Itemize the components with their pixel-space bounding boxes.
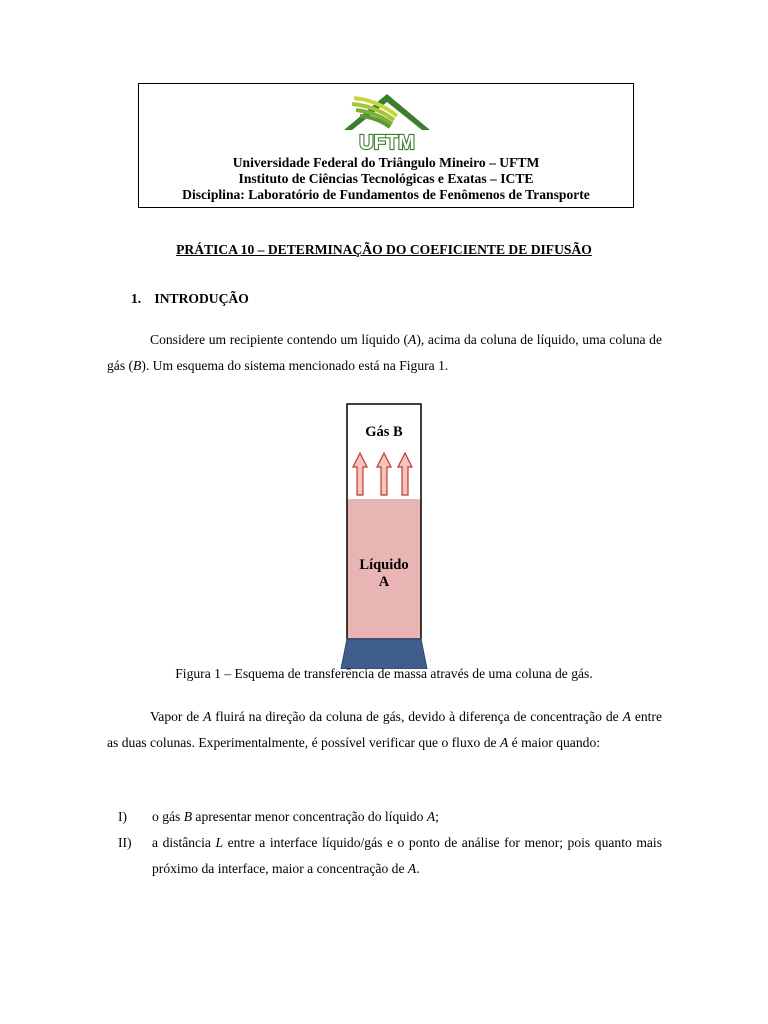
math-var: L <box>215 835 224 850</box>
logo-text: UFTM <box>359 132 415 152</box>
list-item <box>118 830 662 882</box>
text-run: fluirá na direção da coluna de gás, devido à diferença de concentração de <box>211 709 623 724</box>
uftm-logo <box>342 86 432 152</box>
intro-paragraph <box>107 327 662 379</box>
section-heading <box>131 291 249 307</box>
liquid-label: Líquido <box>359 557 409 573</box>
text-run: entre as duas colunas. Experimentalmente, é possível verificar que o fluxo de <box>107 709 662 750</box>
institute-name: Instituto de Ciências Tecnológicas e Exatas – ICTE <box>238 171 534 186</box>
math-var: A <box>203 709 212 724</box>
text-run: Vapor de <box>150 709 204 724</box>
conditions-list <box>118 804 662 882</box>
discipline-name: Disciplina: Laboratório de Fundamentos de Fenômenos de Transporte <box>182 187 590 202</box>
gas-label: Gás B <box>365 424 403 440</box>
column-base <box>341 639 427 669</box>
liquid-label-letter: A <box>378 574 390 590</box>
figure-caption: Figura 1 – Esquema de transferência de massa através de uma coluna de gás. <box>175 666 593 681</box>
math-var: A <box>407 861 417 876</box>
body-paragraph <box>107 704 662 756</box>
math-var: A <box>622 709 631 724</box>
page-title: PRÁTICA 10 – DETERMINAÇÃO DO COEFICIENTE DE DIFUSÃO <box>176 242 592 257</box>
arrow-up-icon <box>377 453 391 495</box>
math-var: B <box>183 809 193 824</box>
arrow-up-icon <box>353 453 367 495</box>
section-label: INTRODUÇÃO <box>154 291 249 306</box>
text-run: . <box>416 861 420 876</box>
text-run: entre a interface líquido/gás e o ponto de análise for menor; pois quanto mais próximo da interface, maior a concentração de <box>152 835 662 876</box>
math-var: A <box>408 332 417 347</box>
math-var: A <box>426 809 436 824</box>
text-run: ). Um esquema do sistema mencionado está na Figura 1. <box>141 358 449 373</box>
section-number: 1. <box>131 291 142 306</box>
university-name: Universidade Federal do Triângulo Mineiro – UFTM <box>232 155 540 170</box>
math-var: B <box>133 358 142 373</box>
list-marker: II) <box>118 835 132 850</box>
header-text <box>139 155 633 203</box>
text-run: é maior quando: <box>508 735 601 750</box>
list-marker: I) <box>118 809 128 824</box>
math-var: A <box>499 735 509 750</box>
text-run: apresentar menor concentração do líquido <box>192 809 427 824</box>
text-run: Considere um recipiente contendo um líquido ( <box>150 332 409 347</box>
arrow-up-icon <box>398 453 412 495</box>
text-run: a distância <box>152 835 216 850</box>
diffusion-arrows <box>353 453 412 495</box>
text-run: ; <box>435 809 439 824</box>
text-run: o gás <box>152 809 184 824</box>
list-item <box>118 804 662 830</box>
diffusion-column-figure <box>337 403 435 669</box>
header-box <box>138 83 634 208</box>
text-run: ), acima da coluna de líquido, uma coluna de gás ( <box>107 332 662 373</box>
